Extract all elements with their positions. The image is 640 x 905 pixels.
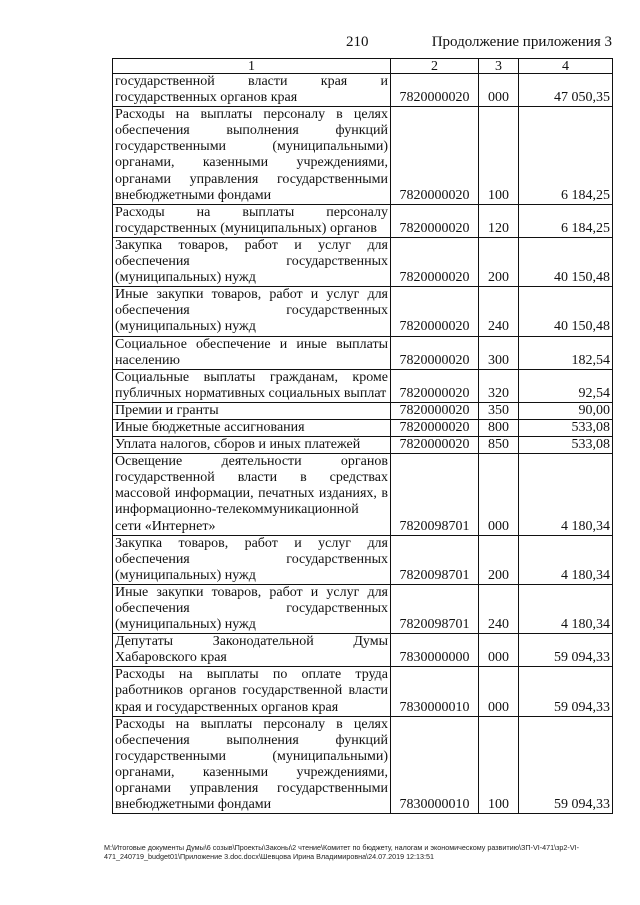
- budget-table: [112, 58, 613, 814]
- table-row: [113, 336, 613, 369]
- row-code: 7830000010: [391, 716, 479, 814]
- row-amount: 533,08: [519, 419, 613, 436]
- row-type: 300: [479, 336, 519, 369]
- table-row: [113, 74, 613, 107]
- row-name: Иные закупки товаров, работ и услуг для обеспечения государственных (муниципальных) нужд: [113, 287, 391, 336]
- row-type: 850: [479, 437, 519, 454]
- row-name: Уплата налогов, сборов и иных платежей: [113, 437, 391, 454]
- row-amount: 4 180,34: [519, 584, 613, 633]
- row-type: 320: [479, 369, 519, 402]
- row-amount: 47 050,35: [519, 74, 613, 107]
- row-name: Освещение деятельности органов государственной власти в средствах массовой информации, печатных изданиях, в информационно-телекоммуникационной сети «Интернет»: [113, 454, 391, 535]
- table-row: [113, 287, 613, 336]
- row-amount: 4 180,34: [519, 454, 613, 535]
- page-number: 210: [346, 34, 369, 50]
- continuation-label: Продолжение приложения 3: [431, 34, 612, 50]
- table-row: [113, 437, 613, 454]
- row-name: Расходы на выплаты персоналу в целях обеспечения выполнения функций государственными (муниципальными) органами, казенными учреждениями, органами управления государственными внебюджетными фондами: [113, 716, 391, 814]
- row-type: 120: [479, 204, 519, 237]
- row-name: Закупка товаров, работ и услуг для обеспечения государственных (муниципальных) нужд: [113, 237, 391, 286]
- row-code: 7820098701: [391, 584, 479, 633]
- row-name: Депутаты Законодательной Думы Хабаровского края: [113, 634, 391, 667]
- row-amount: 4 180,34: [519, 535, 613, 584]
- column-header: 1: [113, 59, 391, 74]
- row-name: Расходы на выплаты персоналу государственных (муниципальных) органов: [113, 204, 391, 237]
- table-row: [113, 369, 613, 402]
- row-type: 800: [479, 419, 519, 436]
- row-amount: 59 094,33: [519, 667, 613, 716]
- row-code: 7820098701: [391, 454, 479, 535]
- row-amount: 182,54: [519, 336, 613, 369]
- table-row: [113, 402, 613, 419]
- row-type: 240: [479, 287, 519, 336]
- row-name: Иные бюджетные ассигнования: [113, 419, 391, 436]
- table-row: [113, 584, 613, 633]
- row-amount: 59 094,33: [519, 634, 613, 667]
- row-code: 7830000000: [391, 634, 479, 667]
- row-name: Закупка товаров, работ и услуг для обеспечения государственных (муниципальных) нужд: [113, 535, 391, 584]
- row-name: государственной власти края и государственных органов края: [113, 74, 391, 107]
- column-header: 2: [391, 59, 479, 74]
- table-row: [113, 107, 613, 205]
- row-type: 200: [479, 237, 519, 286]
- row-amount: 6 184,25: [519, 204, 613, 237]
- row-type: 000: [479, 667, 519, 716]
- row-amount: 90,00: [519, 402, 613, 419]
- row-code: 7820000020: [391, 74, 479, 107]
- row-code: 7820000020: [391, 204, 479, 237]
- row-code: 7820098701: [391, 535, 479, 584]
- row-code: 7820000020: [391, 402, 479, 419]
- row-code: 7820000020: [391, 336, 479, 369]
- row-amount: 40 150,48: [519, 287, 613, 336]
- row-type: 240: [479, 584, 519, 633]
- row-amount: 92,54: [519, 369, 613, 402]
- table-row: [113, 237, 613, 286]
- table-row: [113, 204, 613, 237]
- table-header-row: [113, 59, 613, 74]
- row-name: Расходы на выплаты персоналу в целях обеспечения выполнения функций государственными (муниципальными) органами, казенными учреждениями, органами управления государственными внебюджетными фондами: [113, 107, 391, 205]
- row-amount: 6 184,25: [519, 107, 613, 205]
- row-code: 7820000020: [391, 369, 479, 402]
- row-code: 7820000020: [391, 107, 479, 205]
- row-amount: 59 094,33: [519, 716, 613, 814]
- row-name: Социальные выплаты гражданам, кроме публичных нормативных социальных выплат: [113, 369, 391, 402]
- row-name: Премии и гранты: [113, 402, 391, 419]
- table-row: [113, 535, 613, 584]
- row-name: Иные закупки товаров, работ и услуг для обеспечения государственных (муниципальных) нужд: [113, 584, 391, 633]
- row-amount: 533,08: [519, 437, 613, 454]
- row-name: Социальное обеспечение и иные выплаты населению: [113, 336, 391, 369]
- row-amount: 40 150,48: [519, 237, 613, 286]
- row-type: 000: [479, 454, 519, 535]
- row-type: 000: [479, 74, 519, 107]
- row-type: 100: [479, 716, 519, 814]
- table-row: [113, 716, 613, 814]
- row-code: 7830000010: [391, 667, 479, 716]
- table-row: [113, 667, 613, 716]
- row-name: Расходы на выплаты по оплате труда работников органов государственной власти края и государственных органов края: [113, 667, 391, 716]
- row-type: 200: [479, 535, 519, 584]
- row-type: 000: [479, 634, 519, 667]
- table-row: [113, 454, 613, 535]
- column-header: 4: [519, 59, 613, 74]
- row-code: 7820000020: [391, 437, 479, 454]
- column-header: 3: [479, 59, 519, 74]
- row-code: 7820000020: [391, 287, 479, 336]
- row-type: 100: [479, 107, 519, 205]
- row-code: 7820000020: [391, 237, 479, 286]
- table-row: [113, 419, 613, 436]
- table-row: [113, 634, 613, 667]
- document-path-footer: M:\Итоговые документы Думы\6 созыв\Проекты\Законы\2 чтение\Комитет по бюджету, налогам и экономическому развитию\ЗП-VI-471\зр2-VI-471_240719_budget01\Приложение 3.doc.docx\Шевцова Ирина Владимировна\24.07.2019 12:13:51: [104, 843, 579, 861]
- row-type: 350: [479, 402, 519, 419]
- row-code: 7820000020: [391, 419, 479, 436]
